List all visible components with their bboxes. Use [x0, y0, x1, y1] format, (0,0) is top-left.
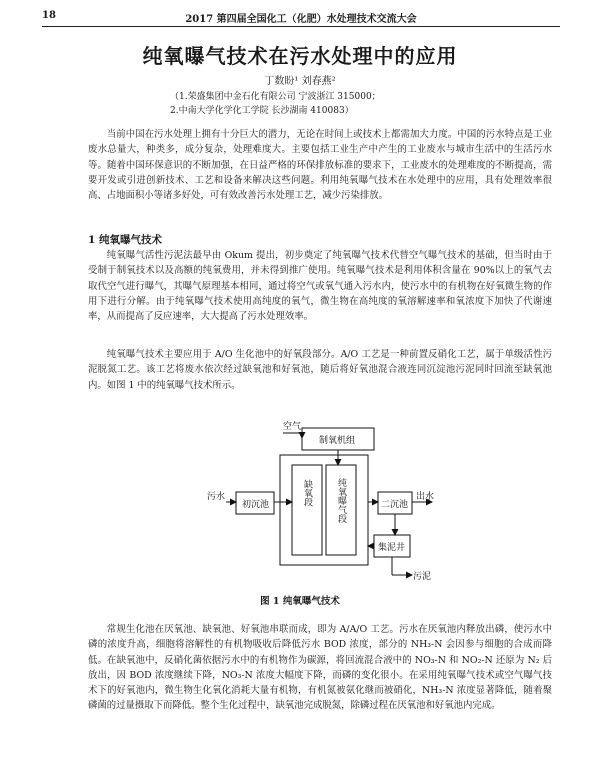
label-primary-clarifier: 初沉池 — [242, 500, 270, 510]
running-title: 2017 第四届全国化工（化肥）水处理技术交流大会 — [185, 14, 417, 25]
authors: 丁数盼¹ 刘春燕² — [264, 76, 336, 87]
label-secondary-clarifier: 二沉池 — [381, 500, 409, 510]
label-air: 空气 — [283, 422, 302, 432]
label-effluent: 出水 — [416, 492, 435, 502]
paragraph-1: 纯氧曝气活性污泥法最早由 Okum 提出，初步奠定了纯氧曝气技术代替空气曝气技术的基础，但当时由于受制于制氧技术以及高额的纯氧费用，并未得到推广使用。纯氧曝气技术是利用体积含量在 90%以上的氧气去取代空气进行曝气，其曝气原理基本相同，通过将空气或氧气通入污水内，使污水中的有机物在好氧微生物的作用下进行分解。由于纯氧曝气技术使用高纯度的氧气，微生物在高纯度的氧溶解速率和氧浓度下加快了代谢速率，从而提高了反应速率，大大提高了污水处理效率。 — [88, 250, 552, 323]
intro-paragraph: 当前中国在污水处理上拥有十分巨大的潜力，无论在时间上或技术上都需加大力度。中国的污水特点是工业废水总量大，种类多，成分复杂，处理难度大。主要包括工业生产中产生的工业废水与城市生活中的生活污水等。随着中国环保意识的不断加强，在日益严格的环保排放标准的要求下，工业废水的处理难度的不断提高，需要开发或引进创新技术、工艺和设备来解决这些问题。利用纯氧曝气技术在水处理中的应用，具有处理效率很高、占地面积小等诸多好处，可有效改善污水处理工艺，减少污染排放。 — [88, 129, 552, 202]
paper-title: 纯氧曝气技术在污水处理中的应用 — [142, 44, 458, 68]
bioreactor-outline — [280, 455, 368, 565]
label-influent: 污水 — [207, 492, 226, 502]
page-number: 18 — [42, 10, 56, 21]
affiliation-2: 2.中南大学化学化工学院 长沙湖南 410083） — [170, 106, 354, 116]
figure-caption: 图 1 纯氧曝气技术 — [260, 596, 340, 607]
paragraph-2: 纯氧曝气技术主要应用于 A/O 生化池中的好氧段部分。A/O 工艺是一种前置反硝化工艺，属于单级活性污泥脱氮工艺。该工艺将废水依次经过缺氧池和好氧池，随后将好氧池混合液连同沉淀池污泥同时回流至缺氧池内。如图 1 中的纯氧曝气技术所示。 — [88, 349, 552, 391]
label-sludge-well: 集泥井 — [378, 543, 406, 553]
affiliation-1: （1.荣盛集团中金石化有限公司 宁波浙江 315000； — [170, 92, 381, 102]
label-pure-oxygen: 纯氧曝气段 — [336, 478, 346, 523]
paragraph-3: 常规生化池在厌氧池、缺氧池、好氧池串联而成，即为 A/A/O 工艺。污水在厌氧池内释放出磷，使污水中磷的浓度升高，细胞将溶解性的有机物吸收后降低污水 BOD 浓度，部分的 NH₃-N 会因参与细胞的合成而降低。在缺氧池中，反硝化菌依据污水中的有机物作为碳源，将回流混合液中的 NO₃-N 和 NO₂-N 还原为 N₂ 后放出，因 BOD 浓度继续下降，NO₃-N 浓度大幅度下降，而磷的变化很小。在采用纯氧曝气技术或空气曝气技术下的好氧池内，微生物生化氧化消耗大量有机物，有机氮被氨化继而被硝化，NH₃-N 浓度显著降低，随着聚磷菌的过量摄取下而降低。整个生化过程中，缺氧池完成脱氮，除磷过程在厌氧池和好氧池内完成。 — [88, 624, 552, 712]
anoxic-box — [292, 465, 322, 555]
label-oxygen-unit: 制氧机组 — [319, 436, 356, 446]
label-sludge: 污泥 — [413, 572, 432, 582]
label-anoxic: 缺氧段 — [302, 479, 312, 507]
section-heading-1: 1 纯氧曝气技术 — [88, 234, 162, 246]
